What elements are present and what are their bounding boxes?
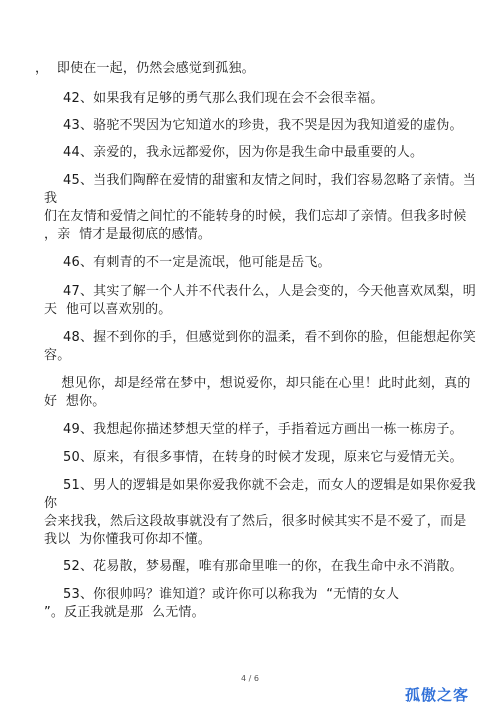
text-line: ”。反正我就是那 么无情。 (44, 605, 205, 620)
text-line: 容。 (44, 348, 71, 363)
text-line: 50、原来，有很多事情，在转身的时候才发现，原来它与爱情无关。 (63, 450, 463, 465)
text-line: ， 即使在一起，仍然会感觉到孤独。 (35, 61, 255, 76)
text-line: 45、当我们陶醉在爱情的甜蜜和友情之间时，我们容易忽略了亲情。当 (63, 173, 476, 188)
text-line: 我以 为你懂我可你却不懂。 (44, 532, 212, 547)
text-line: 51、男人的逻辑是如果你爱我你就不会走，而女人的逻辑是如果你爱我 (63, 478, 476, 493)
text-line: 46、有刺青的不一定是流氓，他可能是岳飞。 (63, 255, 331, 270)
text-line: 我 (44, 191, 58, 206)
text-line: 们在友情和爱情之间忙的不能转身的时候，我们忘却了亲情。但我多时候 (44, 209, 467, 224)
text-line: 会来找我，然后这段故事就没有了然后，很多时候其实不是不爱了，而是 (44, 514, 467, 529)
text-line: 49、我想起你描述梦想天堂的样子，手指着远方画出一栋一栋房子。 (63, 422, 463, 437)
text-line: 43、骆驼不哭因为它知道水的珍贵，我不哭是因为我知道爱的虚伪。 (63, 118, 463, 133)
text-line: 47、其实了解一个人并不代表什么，人是会变的，今天他喜欢凤梨，明 (63, 284, 476, 299)
text-line: 53、你很帅吗？谁知道？或许你可以称我为 “无情的女人 (63, 587, 400, 602)
page-number: 4 / 6 (241, 674, 259, 683)
watermark-logo: 孤傲之客 (405, 686, 470, 704)
text-line: 你 (44, 496, 58, 511)
text-line: 48、握不到你的手，但感觉到你的温柔，看不到你的脸，但能想起你笑 (63, 330, 476, 345)
text-line: 42、如果我有足够的勇气那么我们现在会不会很幸福。 (63, 91, 384, 106)
text-line: 天 他可以喜欢别的。 (44, 302, 172, 317)
text-line: 好 想你。 (44, 394, 106, 409)
text-line: 想见你，却是经常在梦中，想说爱你，却只能在心里！此时此刻，真的 (44, 376, 471, 391)
text-line: 52、花易散，梦易醒，唯有那命里唯一的你，在我生命中永不消散。 (63, 559, 463, 574)
text-line: ，亲 情才是最彻底的感情。 (44, 227, 212, 242)
text-line: 44、亲爱的，我永远都爱你，因为你是我生命中最重要的人。 (63, 145, 424, 160)
